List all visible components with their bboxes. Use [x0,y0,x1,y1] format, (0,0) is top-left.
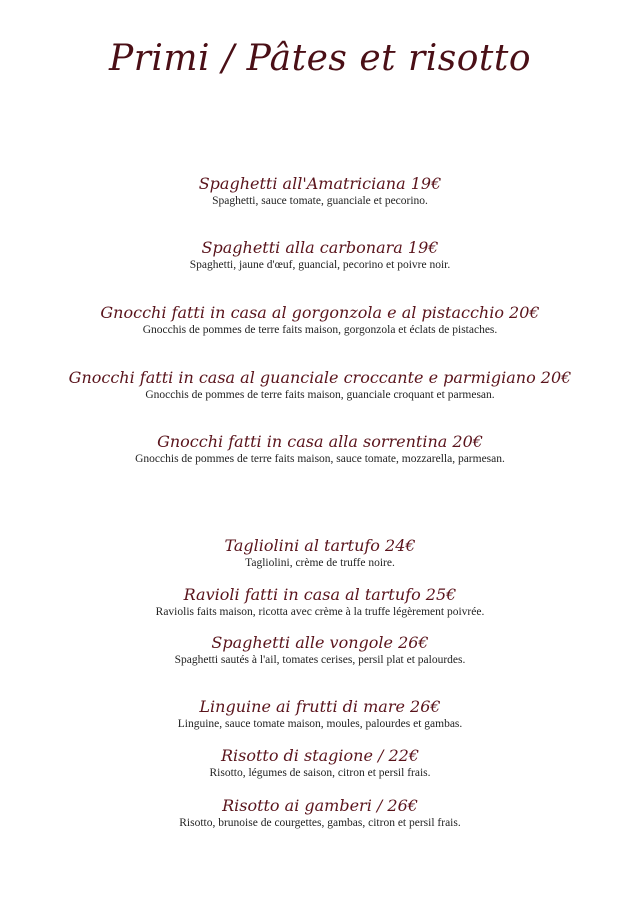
dish-description: Gnocchis de pommes de terre faits maison, gorgonzola et éclats de pistaches. [142,324,498,336]
dish-name: Risotto ai gamberi / 26€ [222,796,418,815]
dish-name: Spaghetti all'Amatriciana 19€ [198,174,442,193]
dish-name: Risotto di stagione / 22€ [220,746,420,765]
dish-item [0,746,640,780]
dish-item [0,536,640,570]
dish-item [0,633,640,667]
dish-item [0,174,640,208]
dish-description: Gnocchis de pommes de terre faits maison, guanciale croquant et parmesan. [145,389,495,401]
dish-description: Risotto, brunoise de courgettes, gambas, citron et persil frais. [179,817,461,829]
dish-name: Gnocchi fatti in casa al guanciale croccante e parmigiano 20€ [68,368,572,387]
dish-description: Linguine, sauce tomate maison, moules, palourdes et gambas. [177,718,463,730]
dish-name: Gnocchi fatti in casa al gorgonzola e al pistacchio 20€ [100,303,540,322]
dish-description: Tagliolini, crème de truffe noire. [245,557,395,569]
dish-name: Tagliolini al tartufo 24€ [224,536,416,555]
page-title: Primi / Pâtes et risotto [108,38,532,79]
dish-name: Linguine ai frutti di mare 26€ [199,697,441,716]
dish-description: Spaghetti sautés à l'ail, tomates cerises, persil plat et palourdes. [174,654,466,666]
dish-description: Spaghetti, jaune d'œuf, guancial, pecorino et poivre noir. [189,259,451,271]
dish-description: Risotto, légumes de saison, citron et persil frais. [209,767,431,779]
dish-name: Spaghetti alle vongole 26€ [211,633,429,652]
dish-description: Gnocchis de pommes de terre faits maison, sauce tomate, mozzarella, parmesan. [135,453,505,465]
dish-description: Raviolis faits maison, ricotta avec crème à la truffe légèrement poivrée. [155,606,485,618]
dish-item [0,796,640,830]
dish-item [0,368,640,402]
dish-item [0,238,640,272]
dish-description: Spaghetti, sauce tomate, guanciale et pecorino. [212,195,428,207]
dish-item [0,585,640,619]
dish-item [0,697,640,731]
dish-item [0,303,640,337]
dish-name: Spaghetti alla carbonara 19€ [201,238,439,257]
dish-name: Gnocchi fatti in casa alla sorrentina 20€ [157,432,483,451]
dish-name: Ravioli fatti in casa al tartufo 25€ [183,585,457,604]
dish-item [0,432,640,466]
